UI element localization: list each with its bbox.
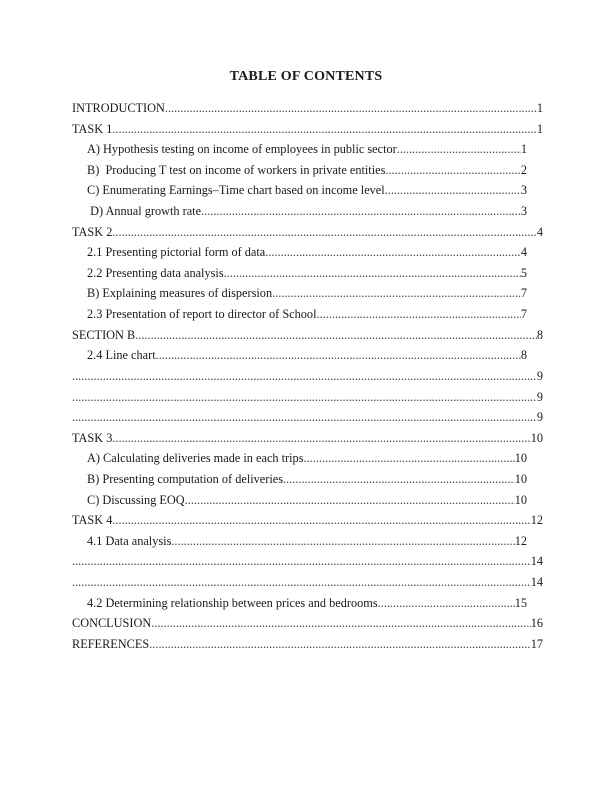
leader-dots [72,366,537,387]
toc-entry-page-number: 7 [520,286,527,301]
leader-dots [72,407,537,428]
toc-entry-page-number: 1 [536,121,543,136]
toc-entry-label: INTRODUCTION [72,101,165,115]
toc-entry-page-number: 16 [530,616,543,631]
leader-dots [317,304,521,325]
toc-entry [72,180,543,201]
toc-entry-page-number: 8 [520,348,527,363]
toc-entry [72,387,543,408]
leader-dots [165,98,537,119]
toc-entry-label: SECTION B [72,327,136,342]
leader-dots [151,613,530,634]
toc-entry-label: D) Annual growth rate [87,204,202,219]
toc-entry-page-number: 12 [514,533,527,548]
toc-entry [72,98,543,119]
toc-entry-label: TASK 3 [72,430,113,445]
toc-entry-page-number: 4 [520,245,527,260]
toc-entry-label: 2.3 Presentation of report to director of School [87,307,317,322]
toc-entry [72,531,543,552]
leader-dots [171,531,514,552]
toc-entry-page-number: 9 [536,389,543,404]
toc-entry-label: B) Producing T test on income of workers in private entities [87,162,386,177]
toc-entry-page-number: 12 [530,513,543,528]
toc-entry-page-number: 3 [520,204,527,219]
toc-entry-label: B) Explaining measures of dispersion [87,286,273,301]
toc-entry [72,201,543,222]
toc-entry-page-number: 3 [520,183,527,198]
toc-entry [72,263,543,284]
toc-entry-page-number: 10 [514,451,527,466]
toc-entry-label: A) Calculating deliveries made in each trips [87,451,304,466]
toc-entry [72,469,543,490]
toc-entry [72,572,543,593]
toc-entry-page-number: 10 [514,471,527,486]
toc-entry-page-number: 17 [530,636,543,651]
toc-entry-page-number: 9 [536,368,543,383]
toc-list [72,98,543,654]
toc-entry-label: 4.2 Determining relationship between prices and bedrooms [87,595,378,610]
toc-entry [72,325,543,346]
leader-dots [149,634,530,655]
toc-entry-page-number: 15 [514,595,527,610]
toc-entry-page-number: 4 [536,224,543,239]
leader-dots [304,448,515,469]
leader-dots [265,242,521,263]
toc-entry [72,160,543,181]
toc-entry [72,242,543,263]
leader-dots [135,325,537,346]
toc-entry-page-number: 1 [536,101,543,115]
toc-entry [72,490,543,511]
toc-entry-page-number: 10 [530,430,543,445]
toc-entry [72,448,543,469]
toc-entry-page-number: 14 [530,575,543,590]
toc-entry [72,634,543,655]
toc-entry-label: C) Discussing EOQ [87,492,185,507]
leader-dots [385,160,520,181]
toc-entry [72,428,543,449]
toc-entry [72,222,543,243]
toc-entry-label: CONCLUSION [72,616,152,631]
leader-dots [112,428,530,449]
leader-dots [156,345,521,366]
toc-entry-label: 2.2 Presenting data analysis [87,265,224,280]
toc-entry-page-number: 9 [536,410,543,425]
leader-dots [72,551,531,572]
toc-entry-page-number: 7 [520,307,527,322]
toc-entry [72,283,543,304]
leader-dots [185,490,515,511]
toc-entry [72,304,543,325]
toc-entry-label: 2.1 Presenting pictorial form of data [87,245,266,260]
toc-entry-label: A) Hypothesis testing on income of employees in public sector [87,142,397,157]
toc-entry [72,345,543,366]
toc-entry-page-number: 1 [520,142,527,157]
leader-dots [397,139,521,160]
leader-dots [201,201,521,222]
toc-entry-page-number: 5 [520,265,527,280]
toc-entry [72,366,543,387]
leader-dots [378,593,515,614]
leader-dots [112,510,530,531]
toc-entry-page-number: 2 [520,162,527,177]
leader-dots [112,222,536,243]
toc-entry-label: REFERENCES [72,636,150,651]
toc-entry [72,119,543,140]
toc-entry-label: TASK 2 [72,224,113,239]
toc-entry-label: B) Presenting computation of deliveries [87,471,284,486]
leader-dots [272,283,521,304]
leader-dots [283,469,515,490]
leader-dots [72,572,531,593]
leader-dots [112,119,536,140]
leader-dots [72,387,537,408]
toc-entry [72,139,543,160]
toc-entry [72,510,543,531]
toc-entry-label: 2.4 Line chart [87,348,156,363]
toc-entry-page-number: 10 [514,492,527,507]
toc-entry [72,407,543,428]
leader-dots [224,263,521,284]
toc-entry-label: TASK 4 [72,513,113,528]
toc-entry-label: C) Enumerating Earnings–Time chart based on income level [87,183,385,198]
toc-entry [72,593,543,614]
leader-dots [385,180,521,201]
toc-title: TABLE OF CONTENTS [229,69,383,84]
toc-entry-page-number: 14 [530,554,543,569]
toc-entry [72,613,543,634]
toc-entry [72,551,543,572]
toc-entry-label: TASK 1 [72,121,113,136]
toc-entry-page-number: 8 [536,327,543,342]
toc-entry-label: 4.1 Data analysis [87,533,172,548]
